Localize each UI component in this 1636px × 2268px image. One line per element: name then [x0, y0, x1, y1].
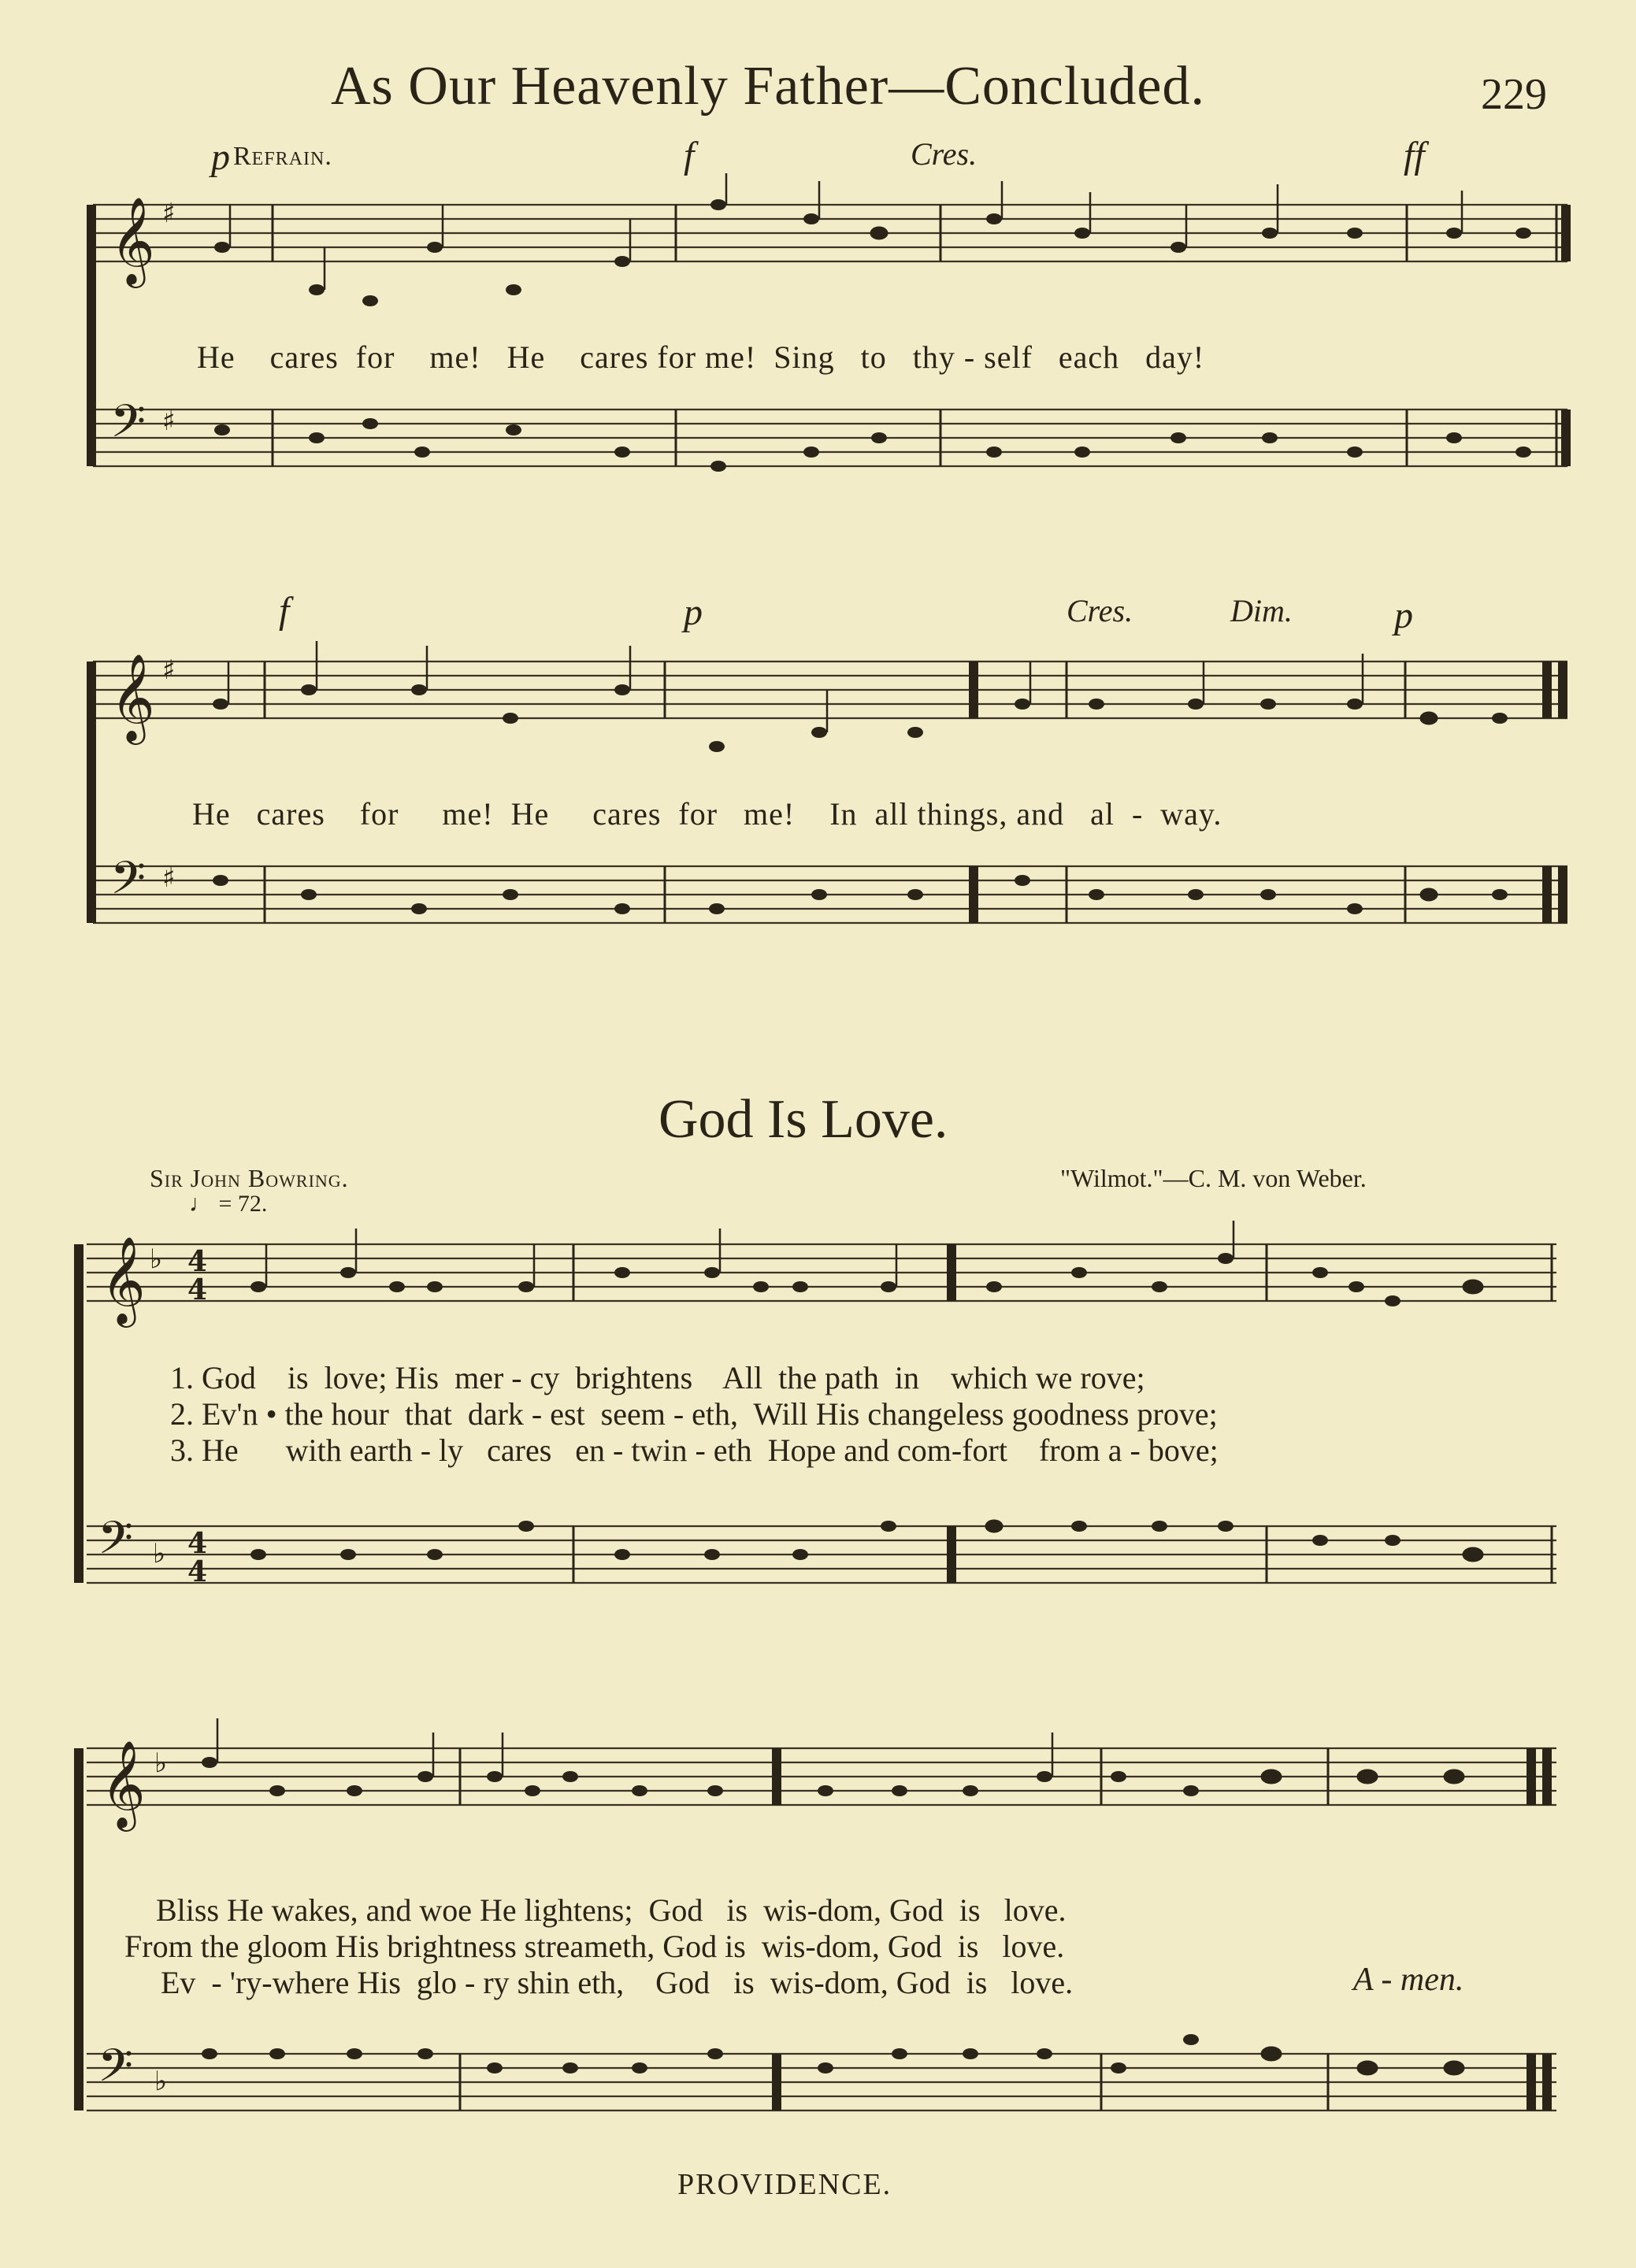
- svg-text:♭: ♭: [153, 1538, 166, 1569]
- verse-part1-line-3: 3. He with earth - ly cares en - twin - eth Hope and com-fort from a - bove;: [170, 1432, 1219, 1468]
- page-number: 229: [1481, 70, 1547, 119]
- verse-part2-line-3: Ev - 'ry-where His glo - ry shin eth, God is wis-dom, God is love.: [161, 1965, 1074, 2000]
- tempo-marking: ♩ = 72.: [189, 1191, 268, 1217]
- svg-text:4: 4: [187, 1245, 208, 1278]
- page-header-title: As Our Heavenly Father—Concluded.: [331, 56, 1205, 117]
- svg-text:𝄞: 𝄞: [101, 1740, 146, 1828]
- treble-staff-3: [87, 1236, 1556, 1328]
- bass-staff-3: [87, 1511, 1556, 1588]
- svg-text:𝄢: 𝄢: [110, 851, 147, 916]
- dynamic-forte: f: [684, 135, 695, 176]
- refrain-lyric-line-1: He cares for me! He cares for me! Sing to thy - self each day!: [197, 339, 1205, 375]
- refrain-label: Refrain.: [233, 142, 332, 171]
- svg-text:♭: ♭: [154, 2066, 168, 2097]
- svg-text:𝄞: 𝄞: [110, 653, 155, 741]
- dynamic-piano: p: [211, 136, 230, 178]
- dynamic-forte-2: f: [279, 590, 290, 632]
- svg-text:𝄢: 𝄢: [98, 1511, 134, 1576]
- svg-text:4: 4: [187, 1555, 208, 1588]
- hymn-tune-credit: "Wilmot."—C. M. von Weber.: [1060, 1164, 1367, 1192]
- bass-staff-4: [87, 2039, 1556, 2110]
- svg-text:♯: ♯: [162, 654, 176, 686]
- dynamic-crescendo-2: Cres.: [1067, 593, 1133, 628]
- dynamic-fortissimo: ff: [1404, 135, 1425, 176]
- treble-staff-2: [93, 653, 1567, 745]
- notes-bass-1: [214, 418, 1531, 472]
- treble-staff-4: [87, 1740, 1556, 1832]
- notes-treble-4: [202, 1718, 1463, 1796]
- verse-part2-line-1: Bliss He wakes, and woe He lightens; God is wis-dom, God is love.: [156, 1892, 1067, 1928]
- dynamic-piano-2: p: [684, 591, 703, 633]
- svg-text:♯: ♯: [162, 862, 176, 894]
- bass-staff: [93, 395, 1567, 466]
- dynamic-piano-3: p: [1394, 595, 1413, 636]
- refrain-lyric-line-2: He cares for me! He cares for me! In all things, and al - way.: [192, 796, 1222, 832]
- dynamic-diminuendo: Dim.: [1230, 593, 1293, 628]
- svg-text:𝄞: 𝄞: [110, 196, 155, 284]
- amen-label: A - men.: [1353, 1962, 1464, 1998]
- svg-text:𝄢: 𝄢: [110, 395, 147, 459]
- verse-part1-line-2: 2. Ev'n • the hour that dark - est seem - eth, Will His changeless goodness prove;: [170, 1396, 1218, 1432]
- svg-text:𝄞: 𝄞: [101, 1236, 146, 1324]
- verse-part1-line-1: 1. God is love; His mer - cy brightens All the path in which we rove;: [170, 1360, 1145, 1395]
- notes-treble-1: [214, 173, 1531, 306]
- bass-staff-2: [93, 851, 1567, 923]
- notes-treble-2: [213, 641, 1508, 752]
- treble-staff: [93, 196, 1567, 288]
- svg-text:𝄢: 𝄢: [98, 2039, 134, 2103]
- svg-text:4: 4: [187, 1527, 208, 1560]
- svg-text:♯: ♯: [162, 198, 176, 229]
- svg-text:4: 4: [187, 1273, 208, 1306]
- notes-treble-3: [250, 1221, 1482, 1306]
- svg-text:♭: ♭: [150, 1243, 163, 1275]
- svg-text:♯: ♯: [162, 406, 176, 437]
- hymn-author: Sir John Bowring.: [150, 1164, 349, 1192]
- verse-part2-line-2: From the gloom His brightness streameth, God is wis-dom, God is love.: [124, 1929, 1065, 1964]
- dynamic-crescendo: Cres.: [911, 136, 978, 172]
- hymn-title: God Is Love.: [658, 1089, 948, 1150]
- page-footer-category: PROVIDENCE.: [677, 2168, 892, 2201]
- svg-text:♭: ♭: [154, 1747, 168, 1779]
